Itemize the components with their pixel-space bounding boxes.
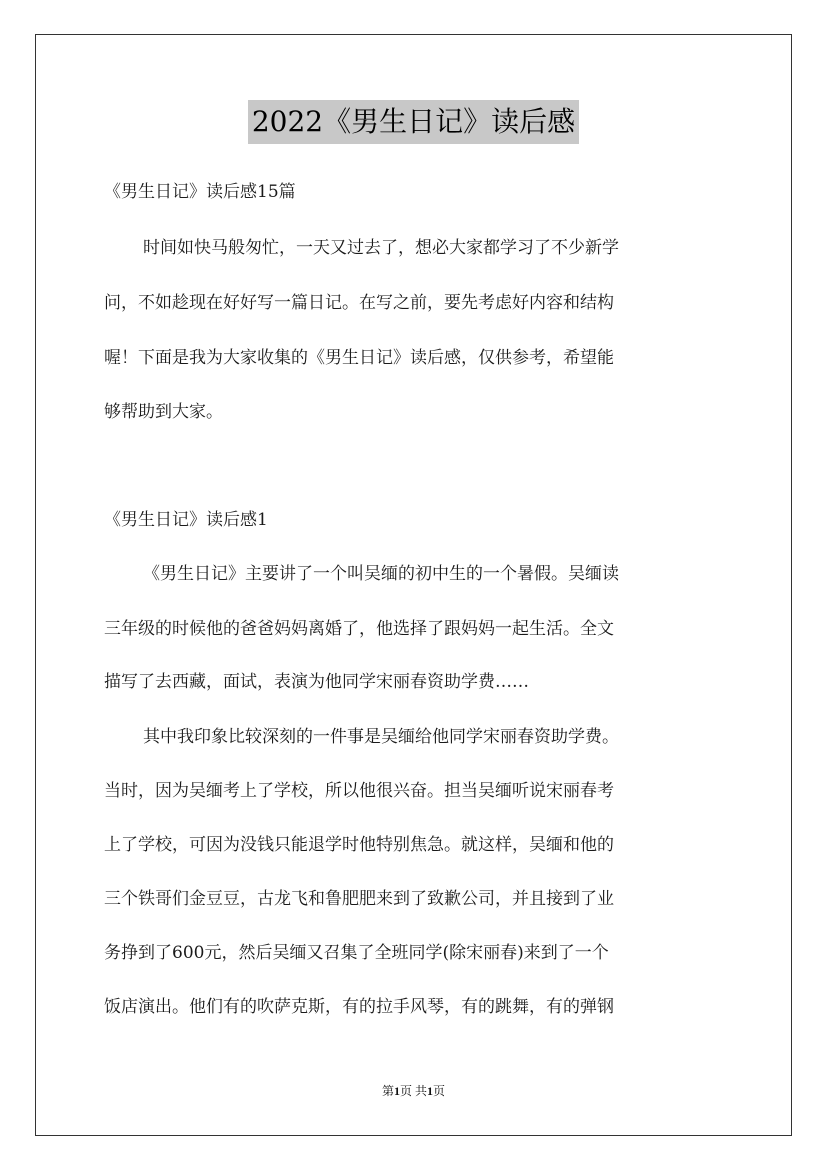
paragraph-line: 三个铁哥们金豆豆，古龙飞和鲁肥肥来到了致歉公司，并且接到了业	[104, 889, 614, 909]
paragraph-line: 三年级的时候他的爸爸妈妈离婚了，他选择了跟妈妈一起生活。全文	[104, 619, 614, 639]
intro-line: 够帮助到大家。	[104, 402, 223, 422]
paragraph-line: 当时，因为吴缅考上了学校，所以他很兴奋。担当吴缅听说宋丽春考	[104, 781, 614, 801]
paragraph-line: 描写了去西藏，面试，表演为他同学宋丽春资助学费……	[104, 672, 529, 692]
page-total: 1	[427, 1084, 433, 1098]
section-heading: 《男生日记》读后感1	[104, 510, 268, 530]
paragraph-line: 《男生日记》主要讲了一个叫吴缅的初中生的一个暑假。吴缅读	[143, 564, 619, 584]
intro-line: 喔！下面是我为大家收集的《男生日记》读后感，仅供参考，希望能	[104, 348, 614, 368]
collection-heading: 《男生日记》读后感15篇	[104, 182, 296, 202]
page-footer	[0, 1083, 827, 1099]
page-prefix: 第	[381, 1084, 394, 1098]
intro-line: 时间如快马般匆忙，一天又过去了，想必大家都学习了不少新学	[143, 238, 619, 258]
page-mid: 页 共	[399, 1084, 427, 1098]
intro-line: 问，不如趁现在好好写一篇日记。在写之前，要先考虑好内容和结构	[104, 293, 614, 313]
document-title: 2022《男生日记》读后感	[248, 100, 579, 144]
paragraph-line: 务挣到了600元，然后吴缅又召集了全班同学(除宋丽春)来到了一个	[104, 943, 609, 963]
title-container	[0, 100, 827, 144]
paragraph-line: 饭店演出。他们有的吹萨克斯，有的拉手风琴，有的跳舞，有的弹钢	[104, 997, 614, 1017]
page-suffix: 页	[433, 1084, 446, 1098]
paragraph-line: 其中我印象比较深刻的一件事是吴缅给他同学宋丽春资助学费。	[143, 727, 619, 747]
page-current: 1	[393, 1084, 400, 1098]
paragraph-line: 上了学校，可因为没钱只能退学时他特别焦急。就这样，吴缅和他的	[104, 835, 614, 855]
